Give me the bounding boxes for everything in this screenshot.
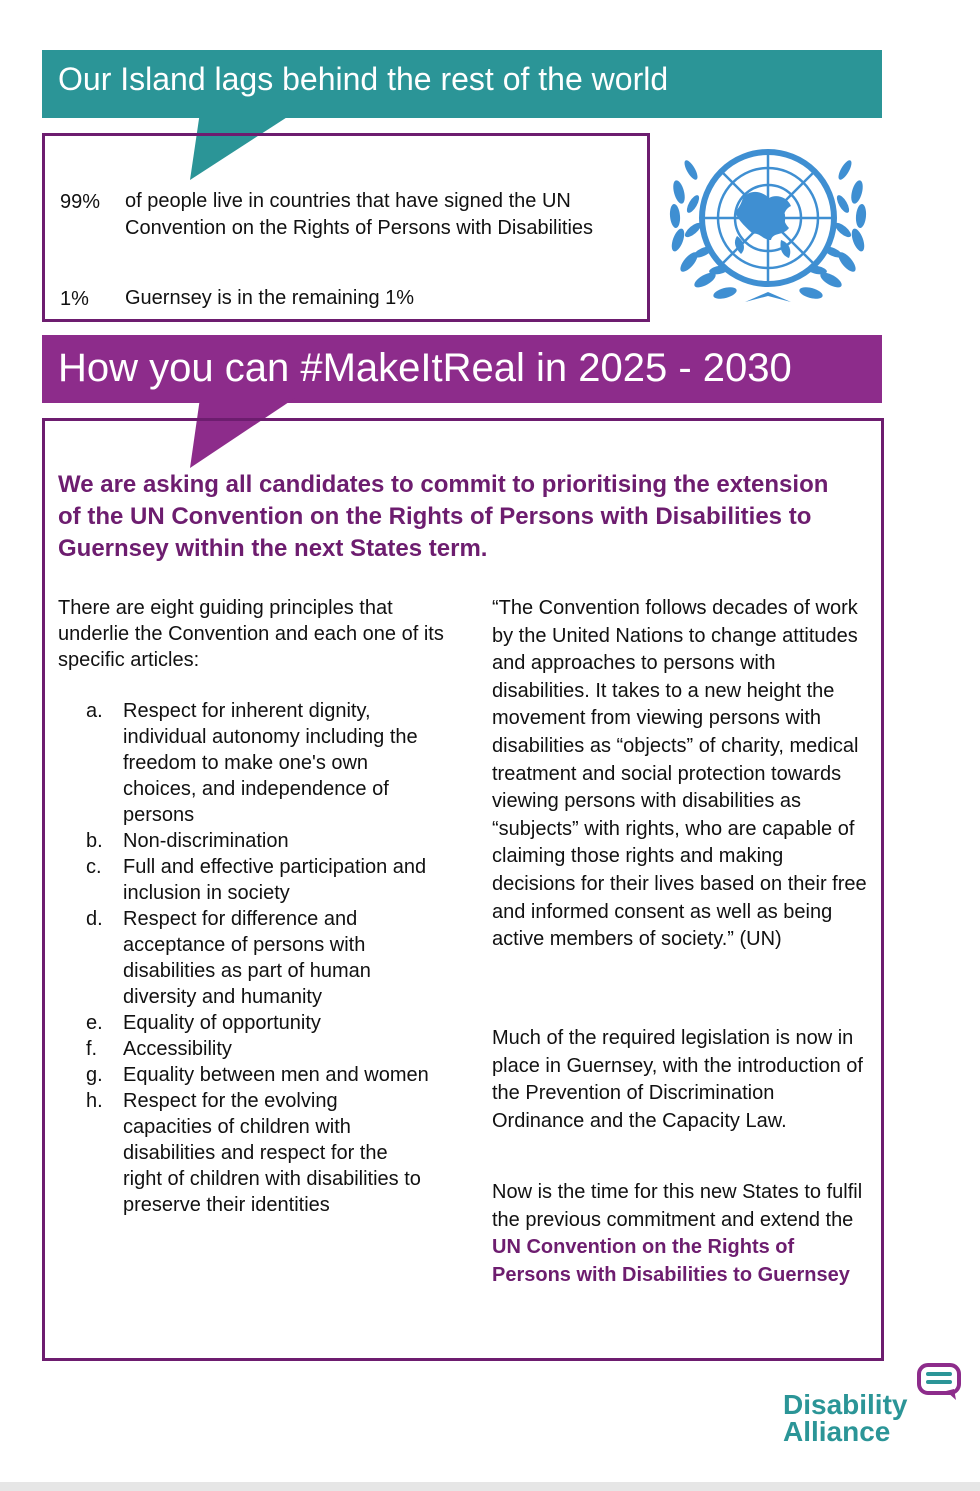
- stat-text: of people live in countries that have signed the UN Convention on the Rights of Persons with Disabilities: [125, 190, 594, 239]
- list-item: [86, 1088, 431, 1218]
- list-item-text: Equality of opportunity: [123, 1012, 321, 1034]
- list-item: [86, 1010, 431, 1036]
- principles-intro: There are eight guiding principles that underlie the Convention and each one of its specific articles:: [58, 597, 444, 671]
- list-item-text: Non-discrimination: [123, 830, 289, 852]
- list-marker: f.: [86, 1038, 98, 1060]
- bottom-strip: [0, 1482, 980, 1491]
- list-item-text: Respect for difference and acceptance of persons with disabilities as part of human diversity and humanity: [123, 908, 371, 1008]
- list-item: [86, 1062, 431, 1088]
- list-item: [86, 906, 431, 1010]
- un-emblem-icon: [663, 136, 873, 311]
- list-marker: d.: [86, 908, 103, 930]
- closing-emphasis: UN Convention on the Rights of Persons with Disabilities to Guernsey: [492, 1236, 850, 1286]
- stat-text: Guernsey is in the remaining 1%: [125, 287, 415, 309]
- stat-value: 1%: [60, 288, 89, 310]
- list-item: [86, 854, 431, 906]
- section-heading-island: Our Island lags behind the rest of the world: [58, 61, 669, 97]
- list-item-text: Accessibility: [123, 1038, 232, 1060]
- list-item-text: Equality between men and women: [123, 1064, 429, 1086]
- closing-lead: Now is the time for this new States to fulfil the previous commitment and extend the: [492, 1181, 863, 1231]
- stats-box: [42, 133, 650, 322]
- brand-line-2: Alliance: [783, 1416, 891, 1447]
- list-marker: c.: [86, 856, 102, 878]
- brand-line-1: Disability: [783, 1389, 908, 1420]
- section-banner-make-it-real: [42, 335, 882, 403]
- list-marker: g.: [86, 1064, 103, 1086]
- principles-list: [86, 698, 431, 1218]
- list-marker: e.: [86, 1012, 103, 1034]
- list-item: [86, 828, 431, 854]
- legislation-paragraph: Much of the required legislation is now in place in Guernsey, with the introduction of the Prevention of Discrimination Ordinance and the Capacity Law.: [492, 1027, 863, 1132]
- stat-value: 99%: [60, 191, 101, 213]
- disability-alliance-logo: [783, 1362, 963, 1447]
- speech-bubble-icon: [916, 1362, 962, 1402]
- list-marker: h.: [86, 1090, 103, 1112]
- section-banner-island: [42, 50, 882, 118]
- section-heading-make-it-real: How you can #MakeItReal in 2025 - 2030: [58, 346, 792, 390]
- closing-paragraph: [492, 1179, 872, 1289]
- list-item-text: Respect for inherent dignity, individual autonomy including the freedom to make one's own choices, and independence of persons: [123, 700, 418, 826]
- list-item: [86, 1036, 431, 1062]
- candidate-ask: We are asking all candidates to commit to prioritising the extension of the UN Convention on the Rights of Persons with Disabilities to Guernsey within the next States term.: [58, 471, 829, 562]
- list-item-text: Full and effective participation and inclusion in society: [123, 856, 427, 904]
- list-item-text: Respect for the evolving capacities of children with disabilities and respect for the right of children with disabilities to preserve their identities: [123, 1090, 421, 1216]
- list-marker: a.: [86, 700, 103, 722]
- list-item: [86, 698, 431, 828]
- un-quote: “The Convention follows decades of work by the United Nations to change attitudes and approaches to persons with disabilities. It takes to a new height the movement from viewing persons with disabilities as “objects” of charity, medical treatment and social protection towards viewing persons with disabilities as “subjects” with rights, who are capable of claiming those rights and making decisions for their lives based on their free and informed consent as well as being active members of society.” (UN): [492, 597, 867, 951]
- list-marker: b.: [86, 830, 103, 852]
